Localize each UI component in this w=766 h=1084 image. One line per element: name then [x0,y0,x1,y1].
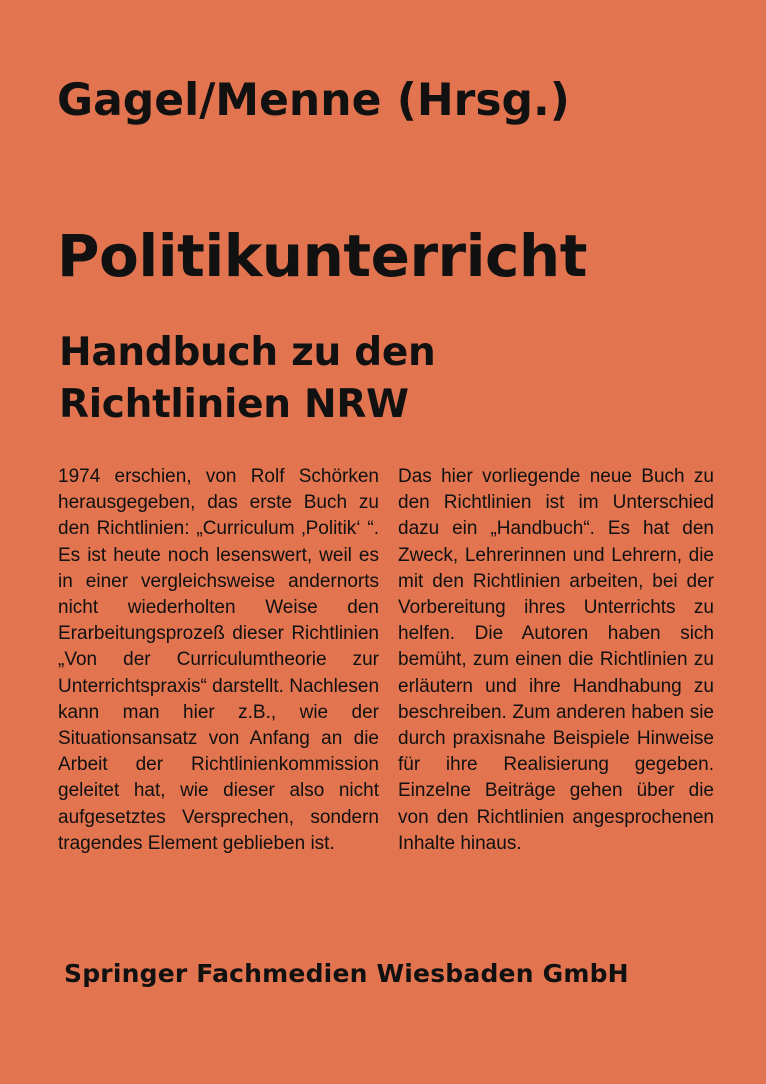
subtitle-line-2: Richtlinien NRW [59,382,409,427]
book-subtitle [59,327,699,431]
blurb-left-column: 1974 erschien, von Rolf Schörken herausgegeben, das erste Buch zu den Richtlinien: „Curriculum ‚Politik‘ “. Es ist heute noch lesenswert, weil es in einer vergleichsweise andernorts nicht wiederholten Weise den Erarbeitungsprozeß dieser Richtlinien „Von der Curriculumtheorie zur Unterrichtspraxis“ darstellt. Nachlesen kann man hier z.B., wie der Situationsansatz von Anfang an die Arbeit der Richtlinienkommission geleitet hat, wie dieser also nicht aufgesetztes Versprechen, sondern tragendes Element geblieben ist. [58,466,380,854]
editors-heading: Gagel/Menne (Hrsg.) [57,74,570,127]
subtitle-line-1: Handbuch zu den [59,330,436,375]
book-title: Politikunterricht [57,222,587,290]
publisher-name: Springer Fachmedien Wiesbaden GmbH [64,959,629,988]
blurb-right-column: Das hier vorliegende neue Buch zu den Richtlinien ist im Unterschied dazu ein „Handbuch“. Es hat den Zweck, Lehrerinnen und Lehrern, die mit den Richtlinien arbeiten, bei der Vorbereitung ihres Unterrichts zu helfen. Die Autoren haben sich bemüht, zum einen die Richtlinien zu erläutern und ihre Handhabung zu beschreiben. Zum anderen haben sie durch praxisnahe Beispiele Hinweise für ihre Realisierung gegeben. Einzelne Beiträge gehen über die von den Richtlinien angesprochenen Inhalte hinaus. [398,466,714,854]
